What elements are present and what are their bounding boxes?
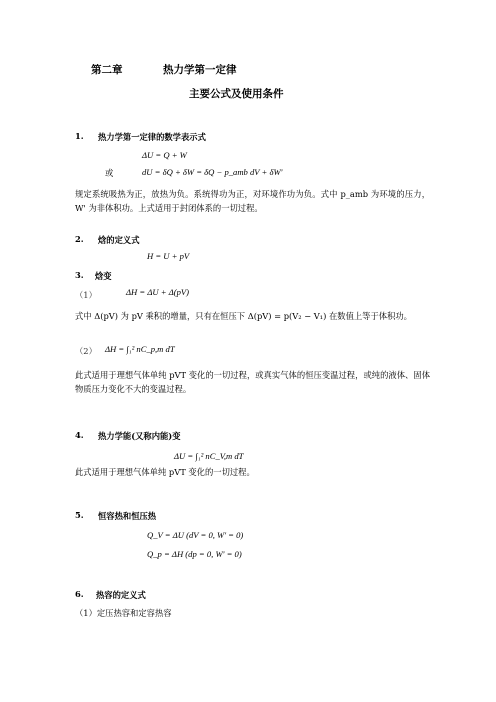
section-3-item-2-paragraph: 此式适用于理想气体单纯 pVT 变化的一切过程，或真实气体的恒压变温过程，或纯的液体、固体物质压力变化不大的变温过程。 [75, 370, 430, 394]
section-1-or-label: 或 [105, 168, 114, 178]
section-4-paragraph: 此式适用于理想气体单纯 pVT 变化的一切过程。 [75, 467, 255, 477]
section-5-formula-qp: Q_p = ΔH (dp = 0, W' = 0) [147, 549, 242, 559]
section-2-number: 2. [75, 234, 84, 244]
page-subtitle: 主要公式及使用条件 [189, 88, 284, 100]
section-5-formula-qv: Q_V = ΔU (dV = 0, W' = 0) [147, 530, 244, 540]
section-2-formula: H = U + pV [147, 251, 190, 261]
section-3-heading: 焓变 [95, 271, 112, 281]
section-3-item-2-label: （2） [75, 346, 97, 356]
section-3-item-1-formula: ΔH = ΔU + Δ(pV) [126, 287, 190, 297]
section-1-number: 1. [75, 131, 84, 141]
chapter-title: 热力学第一定律 [163, 64, 237, 76]
section-6-item-1-label: （1）定压热容和定容热容 [75, 608, 172, 618]
section-5-heading: 恒容热和恒压热 [98, 511, 157, 521]
section-3-item-1-paragraph: 式中 Δ(pV) 为 pV 乘积的增量，只有在恒压下 Δ(pV) = p(V₂ − V₁) 在数值上等于体积功。 [75, 311, 412, 321]
section-4-number: 4. [75, 430, 84, 440]
section-1-alt-formula: dU = δQ + δW = δQ − p_amb dV + δW' [142, 167, 283, 177]
section-3-number: 3. [75, 270, 84, 280]
section-4-formula: ΔU = ∫₁² nC_V,m dT [174, 451, 244, 461]
section-6-number: 6. [75, 589, 84, 599]
section-1-formula: ΔU = Q + W [142, 150, 187, 160]
section-3-item-2-formula: ΔH = ∫₁² nC_p,m dT [105, 344, 175, 354]
chapter-number: 第二章 [91, 64, 123, 76]
section-5-number: 5. [75, 510, 84, 520]
section-4-heading: 热力学能(又称内能)变 [98, 431, 181, 441]
section-2-heading: 焓的定义式 [98, 235, 140, 245]
section-1-paragraph: 规定系统吸热为正，放热为负。系统得功为正，对环境作功为负。式中 p_amb 为环境的压力，W' 为非体积功。上式适用于封闭体系的一切过程。 [75, 189, 430, 213]
section-3-item-1-label: （1） [75, 290, 97, 300]
section-6-heading: 热容的定义式 [96, 590, 146, 600]
section-1-heading: 热力学第一定律的数学表示式 [98, 132, 206, 142]
